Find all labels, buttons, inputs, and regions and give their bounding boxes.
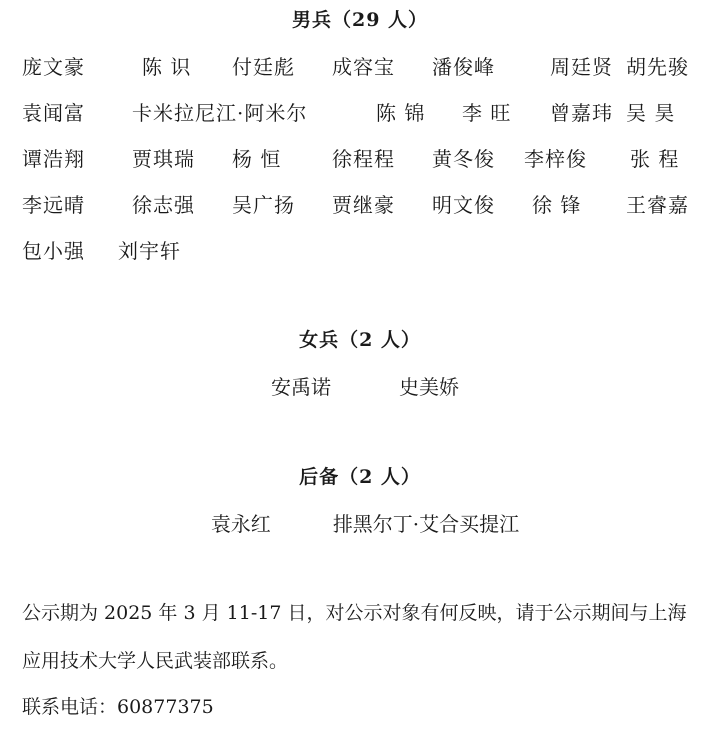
male-name: 刘宇轩 (118, 239, 181, 263)
male-name: 潘俊峰 (432, 55, 495, 79)
backup-name-list (0, 509, 720, 539)
male-name: 陈 识 (142, 55, 192, 79)
male-name: 谭浩翔 (22, 147, 85, 171)
notice-text-line: 应用技术大学人民武装部联系。 (22, 650, 289, 672)
male-name: 吴 昊 (626, 101, 676, 125)
male-name: 周廷贤 (550, 55, 613, 79)
male-section-heading: 男兵（29 人） (291, 9, 429, 31)
male-name: 曾嘉玮 (550, 101, 613, 125)
backup-name: 袁永红 (210, 512, 271, 536)
female-name: 安禹诺 (271, 375, 331, 399)
male-name: 张 程 (630, 147, 680, 171)
male-name-list (22, 50, 702, 280)
male-name: 贾继豪 (332, 193, 395, 217)
male-name: 李远晴 (22, 193, 85, 217)
male-name: 杨 恒 (232, 147, 282, 171)
male-name: 陈 锦 (376, 101, 426, 125)
male-name: 徐 锋 (532, 193, 582, 217)
male-name: 卡米拉尼江·阿米尔 (132, 101, 308, 125)
male-name: 成容宝 (332, 55, 395, 79)
male-name: 胡先骏 (626, 55, 689, 79)
male-name: 徐程程 (332, 147, 395, 171)
male-name: 庞文豪 (22, 55, 85, 79)
male-name: 李梓俊 (524, 147, 587, 171)
notice-text-line: 公示期为 2025 年 3 月 11-17 日，对公示对象有何反映，请于公示期间与上海 (22, 602, 687, 624)
male-name: 包小强 (22, 239, 85, 263)
male-name: 李 旺 (462, 101, 512, 125)
male-name: 袁闻富 (22, 101, 85, 125)
male-name: 明文俊 (432, 193, 495, 217)
male-name: 黄冬俊 (432, 147, 495, 171)
female-section-heading: 女兵（2 人） (299, 329, 421, 351)
female-name-list (0, 372, 720, 402)
contact-phone: 联系电话：60877375 (22, 696, 214, 718)
male-name: 付廷彪 (232, 55, 295, 79)
female-name: 史美娇 (399, 375, 459, 399)
male-name: 王睿嘉 (626, 193, 689, 217)
backup-section-heading: 后备（2 人） (299, 466, 421, 488)
backup-name: 排黑尔丁·艾合买提江 (332, 512, 520, 536)
male-name: 吴广扬 (232, 193, 295, 217)
male-name: 贾琪瑞 (132, 147, 195, 171)
male-name: 徐志强 (132, 193, 195, 217)
